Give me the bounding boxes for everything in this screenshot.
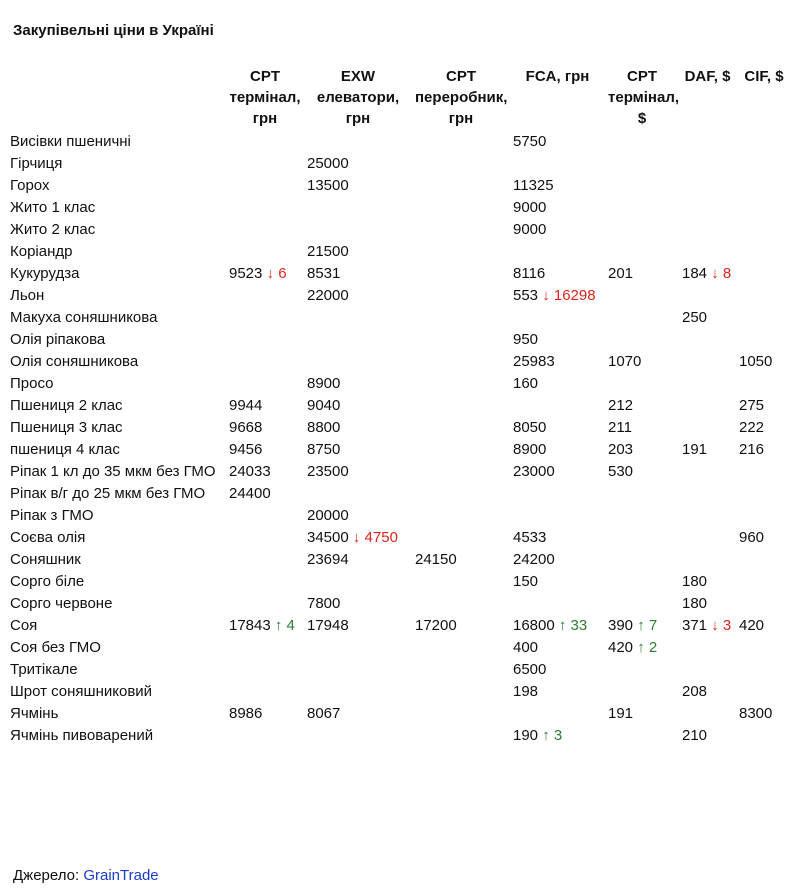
price-cell: [679, 175, 736, 197]
price-cell: 160: [513, 375, 539, 392]
price-cell: 9456: [229, 441, 263, 458]
table-row: [7, 659, 792, 681]
product-name: Висівки пшеничні: [10, 133, 131, 150]
column-header: CIF, $: [744, 68, 784, 85]
table-row: [7, 637, 792, 659]
price-cell: [736, 197, 792, 219]
table-row: [7, 153, 792, 175]
price-cell: 25983: [513, 353, 555, 370]
price-cell: [736, 461, 792, 483]
price-cell: [304, 307, 412, 329]
price-cell: [226, 505, 304, 527]
price-cell: [304, 527, 412, 549]
price-cell: 208: [682, 683, 708, 700]
price-cell: [736, 241, 792, 263]
price-cell: 8300: [739, 705, 773, 722]
table-row: [7, 461, 792, 483]
price-cell: 24150: [415, 551, 457, 568]
table-header-row: [7, 66, 792, 131]
price-cell: [412, 505, 510, 527]
product-name: Ріпак в/г до 25 мкм без ГМО: [10, 485, 206, 502]
price-change-down: ↓ 16298: [542, 287, 596, 304]
price-change-up: ↑ 2: [637, 639, 658, 656]
price-cell: [304, 681, 412, 703]
price-cell: [679, 637, 736, 659]
price-cell: 8750: [307, 441, 341, 458]
price-cell: [226, 175, 304, 197]
table-row: [7, 703, 792, 725]
price-cell: [605, 219, 679, 241]
price-cell: [226, 725, 304, 747]
price-change-down: ↓ 6: [266, 265, 287, 282]
table-row: [7, 505, 792, 527]
price-cell: [226, 263, 304, 285]
source-link[interactable]: GrainTrade: [83, 867, 159, 884]
price-cell: [679, 461, 736, 483]
price-value: 420: [608, 639, 634, 656]
price-cell: [736, 131, 792, 153]
price-change-up: ↑ 4: [274, 617, 295, 634]
table-body: [7, 131, 792, 747]
price-cell: [304, 351, 412, 373]
price-cell: [412, 395, 510, 417]
price-cell: 8900: [513, 441, 547, 458]
price-cell: [679, 549, 736, 571]
product-name: Соя без ГМО: [10, 639, 101, 656]
price-cell: [510, 725, 605, 747]
product-name: Ріпак 1 кл до 35 мкм без ГМО: [10, 463, 216, 480]
price-cell: [736, 593, 792, 615]
price-cell: [412, 197, 510, 219]
price-cell: [412, 175, 510, 197]
product-name: Олія ріпакова: [10, 331, 106, 348]
price-cell: [605, 549, 679, 571]
price-cell: [412, 417, 510, 439]
price-cell: [412, 219, 510, 241]
price-cell: 222: [739, 419, 765, 436]
price-cell: [304, 131, 412, 153]
product-name: Льон: [10, 287, 45, 304]
price-cell: [605, 373, 679, 395]
price-cell: [226, 153, 304, 175]
table-row: [7, 439, 792, 461]
table-row: [7, 725, 792, 747]
price-cell: 22000: [307, 287, 349, 304]
price-change-up: ↑ 3: [542, 727, 563, 744]
product-name: Просо: [10, 375, 54, 392]
price-cell: [679, 483, 736, 505]
price-value: 371: [682, 617, 708, 634]
price-cell: [736, 637, 792, 659]
price-cell: 9944: [229, 397, 263, 414]
price-cell: 5750: [513, 133, 547, 150]
price-cell: [605, 307, 679, 329]
product-name: Жито 1 клас: [10, 199, 96, 216]
price-cell: 8800: [307, 419, 341, 436]
price-cell: [412, 681, 510, 703]
price-cell: [679, 373, 736, 395]
table-row: [7, 417, 792, 439]
price-cell: [412, 637, 510, 659]
price-cell: [679, 219, 736, 241]
price-cell: [304, 659, 412, 681]
price-cell: [226, 571, 304, 593]
price-cell: [736, 285, 792, 307]
price-cell: 13500: [307, 177, 349, 194]
price-cell: [226, 219, 304, 241]
product-name: Жито 2 клас: [10, 221, 96, 238]
table-row: [7, 373, 792, 395]
product-name: Тритікале: [10, 661, 78, 678]
price-cell: 21500: [307, 243, 349, 260]
price-cell: [736, 549, 792, 571]
table-row: [7, 329, 792, 351]
product-name: Коріандр: [10, 243, 73, 260]
price-value: 390: [608, 617, 634, 634]
table-row: [7, 241, 792, 263]
price-cell: 7800: [307, 595, 341, 612]
price-cell: [736, 307, 792, 329]
price-cell: [226, 549, 304, 571]
price-cell: [605, 681, 679, 703]
price-cell: [736, 571, 792, 593]
price-cell: [510, 307, 605, 329]
price-cell: 250: [682, 309, 708, 326]
column-header: FCA, грн: [525, 68, 590, 85]
product-name: Пшениця 2 клас: [10, 397, 123, 414]
price-cell: [412, 483, 510, 505]
price-value: 190: [513, 727, 539, 744]
column-header: CPT переробник, грн: [415, 68, 508, 127]
table-row: [7, 351, 792, 373]
price-cell: 530: [608, 463, 634, 480]
price-value: 184: [682, 265, 708, 282]
price-cell: [679, 131, 736, 153]
price-cell: [226, 615, 304, 637]
price-cell: [412, 153, 510, 175]
price-cell: [304, 329, 412, 351]
price-cell: [679, 703, 736, 725]
price-cell: 23500: [307, 463, 349, 480]
price-change-down: ↓ 3: [711, 617, 732, 634]
price-cell: 8067: [307, 705, 341, 722]
price-cell: [226, 131, 304, 153]
source-label: Джерело:: [13, 867, 80, 884]
table-row: [7, 197, 792, 219]
price-cell: 20000: [307, 507, 349, 524]
price-cell: [226, 659, 304, 681]
price-cell: [304, 637, 412, 659]
table-row: [7, 571, 792, 593]
price-cell: 23694: [307, 551, 349, 568]
price-table: [7, 66, 792, 747]
price-cell: 25000: [307, 155, 349, 172]
page-title: Закупівельні ціни в Україні: [13, 22, 214, 39]
price-cell: [510, 395, 605, 417]
product-name: Сорго червоне: [10, 595, 113, 612]
price-cell: [510, 483, 605, 505]
price-cell: [679, 197, 736, 219]
price-cell: [605, 637, 679, 659]
price-cell: [736, 373, 792, 395]
price-cell: [412, 263, 510, 285]
price-cell: 8531: [307, 265, 341, 282]
price-cell: [605, 483, 679, 505]
price-cell: [226, 197, 304, 219]
table-row: [7, 131, 792, 153]
price-cell: [736, 483, 792, 505]
price-change-up: ↑ 33: [558, 617, 588, 634]
price-cell: 24200: [513, 551, 555, 568]
price-cell: [226, 527, 304, 549]
price-cell: 9668: [229, 419, 263, 436]
price-cell: [304, 219, 412, 241]
price-cell: 11325: [513, 177, 554, 194]
price-cell: 191: [608, 705, 634, 722]
table-row: [7, 307, 792, 329]
price-cell: [226, 307, 304, 329]
price-cell: 24400: [229, 485, 271, 502]
price-cell: [412, 241, 510, 263]
product-name: Шрот соняшниковий: [10, 683, 153, 700]
product-name: Олія соняшникова: [10, 353, 139, 370]
price-cell: [736, 725, 792, 747]
price-cell: 201: [608, 265, 634, 282]
column-header: EXW елеватори, грн: [316, 68, 400, 127]
product-name: Сорго біле: [10, 573, 85, 590]
price-cell: [605, 285, 679, 307]
price-cell: [736, 505, 792, 527]
price-cell: 950: [513, 331, 539, 348]
table-row: [7, 593, 792, 615]
price-cell: [412, 461, 510, 483]
price-cell: [412, 439, 510, 461]
price-cell: 1070: [608, 353, 642, 370]
price-cell: [605, 659, 679, 681]
price-cell: [679, 395, 736, 417]
price-cell: [304, 197, 412, 219]
price-value: 17843: [229, 617, 271, 634]
price-cell: [510, 505, 605, 527]
price-cell: [736, 263, 792, 285]
price-cell: 210: [682, 727, 708, 744]
price-cell: [412, 593, 510, 615]
price-cell: 8900: [307, 375, 341, 392]
price-cell: [412, 725, 510, 747]
product-name: Соя: [10, 617, 38, 634]
price-cell: [226, 637, 304, 659]
price-cell: 203: [608, 441, 634, 458]
price-cell: [412, 329, 510, 351]
price-cell: [304, 725, 412, 747]
product-name: Ріпак з ГМО: [10, 507, 94, 524]
price-cell: [226, 329, 304, 351]
price-cell: [412, 307, 510, 329]
price-cell: [304, 483, 412, 505]
product-name: Соєва олія: [10, 529, 86, 546]
price-cell: 4533: [513, 529, 547, 546]
price-cell: 211: [608, 419, 632, 436]
price-cell: [605, 527, 679, 549]
table-row: [7, 219, 792, 241]
table-row: [7, 175, 792, 197]
price-cell: [510, 285, 605, 307]
price-cell: [226, 373, 304, 395]
price-cell: [510, 593, 605, 615]
price-cell: [679, 659, 736, 681]
product-name: Горох: [10, 177, 50, 194]
price-cell: [605, 131, 679, 153]
table-row: [7, 285, 792, 307]
price-cell: [605, 593, 679, 615]
price-cell: [679, 263, 736, 285]
price-value: 553: [513, 287, 539, 304]
price-cell: [605, 241, 679, 263]
price-cell: 17200: [415, 617, 457, 634]
product-name: Соняшник: [10, 551, 81, 568]
price-cell: 180: [682, 595, 708, 612]
price-cell: 8116: [513, 265, 546, 282]
price-cell: 400: [513, 639, 539, 656]
price-cell: [679, 351, 736, 373]
price-cell: 216: [739, 441, 765, 458]
source-line: [13, 867, 159, 884]
column-header: DAF, $: [684, 68, 731, 85]
price-cell: [679, 615, 736, 637]
price-cell: 1050: [739, 353, 773, 370]
price-value: 16800: [513, 617, 555, 634]
price-cell: [736, 219, 792, 241]
table-row: [7, 615, 792, 637]
price-cell: [605, 725, 679, 747]
price-cell: [679, 329, 736, 351]
column-header: [7, 66, 226, 131]
table-row: [7, 527, 792, 549]
price-cell: 17948: [307, 617, 349, 634]
price-cell: 960: [739, 529, 765, 546]
price-cell: 212: [608, 397, 634, 414]
price-cell: 8050: [513, 419, 547, 436]
price-cell: 275: [739, 397, 765, 414]
price-cell: [679, 285, 736, 307]
price-cell: [510, 615, 605, 637]
product-name: Макуха соняшникова: [10, 309, 158, 326]
price-cell: [510, 153, 605, 175]
price-cell: [510, 703, 605, 725]
price-cell: 150: [513, 573, 539, 590]
price-cell: [510, 241, 605, 263]
column-header: CPT термінал, $: [608, 68, 680, 127]
product-name: Гірчиця: [10, 155, 63, 172]
price-cell: [412, 659, 510, 681]
table-row: [7, 263, 792, 285]
price-change-up: ↑ 7: [637, 617, 658, 634]
product-name: Ячмінь пивоварений: [10, 727, 154, 744]
price-cell: [226, 351, 304, 373]
price-cell: [412, 131, 510, 153]
price-cell: [605, 505, 679, 527]
price-cell: [736, 659, 792, 681]
price-cell: [679, 417, 736, 439]
price-cell: 23000: [513, 463, 555, 480]
price-cell: [679, 241, 736, 263]
product-name: Кукурудза: [10, 265, 80, 282]
price-cell: [412, 571, 510, 593]
price-change-down: ↓ 8: [711, 265, 732, 282]
price-cell: [412, 285, 510, 307]
price-cell: [226, 681, 304, 703]
price-cell: 8986: [229, 705, 263, 722]
price-cell: [304, 571, 412, 593]
price-cell: [605, 615, 679, 637]
price-cell: 198: [513, 683, 539, 700]
product-name: Ячмінь: [10, 705, 59, 722]
price-cell: [736, 175, 792, 197]
price-cell: [605, 571, 679, 593]
price-cell: [412, 351, 510, 373]
price-value: 9523: [229, 265, 263, 282]
price-cell: [736, 329, 792, 351]
price-cell: [679, 527, 736, 549]
price-cell: [605, 329, 679, 351]
table-row: [7, 395, 792, 417]
price-cell: [605, 175, 679, 197]
table-row: [7, 681, 792, 703]
column-header: CPT термінал, грн: [229, 68, 301, 127]
price-value: 34500: [307, 529, 349, 546]
price-cell: [412, 527, 510, 549]
price-change-down: ↓ 4750: [352, 529, 398, 546]
price-cell: 9000: [513, 199, 547, 216]
table-row: [7, 483, 792, 505]
price-cell: 6500: [513, 661, 547, 678]
price-cell: [736, 681, 792, 703]
price-cell: 180: [682, 573, 708, 590]
price-cell: [605, 153, 679, 175]
price-cell: [412, 703, 510, 725]
price-cell: 24033: [229, 463, 271, 480]
price-cell: 9040: [307, 397, 341, 414]
price-cell: 420: [739, 617, 765, 634]
price-cell: [605, 197, 679, 219]
price-cell: [226, 593, 304, 615]
price-cell: 191: [682, 441, 708, 458]
price-cell: [226, 285, 304, 307]
product-name: Пшениця 3 клас: [10, 419, 123, 436]
price-cell: 9000: [513, 221, 547, 238]
price-cell: [736, 153, 792, 175]
price-cell: [679, 153, 736, 175]
product-name: пшениця 4 клас: [10, 441, 120, 458]
table-row: [7, 549, 792, 571]
price-cell: [679, 505, 736, 527]
price-cell: [412, 373, 510, 395]
price-cell: [226, 241, 304, 263]
